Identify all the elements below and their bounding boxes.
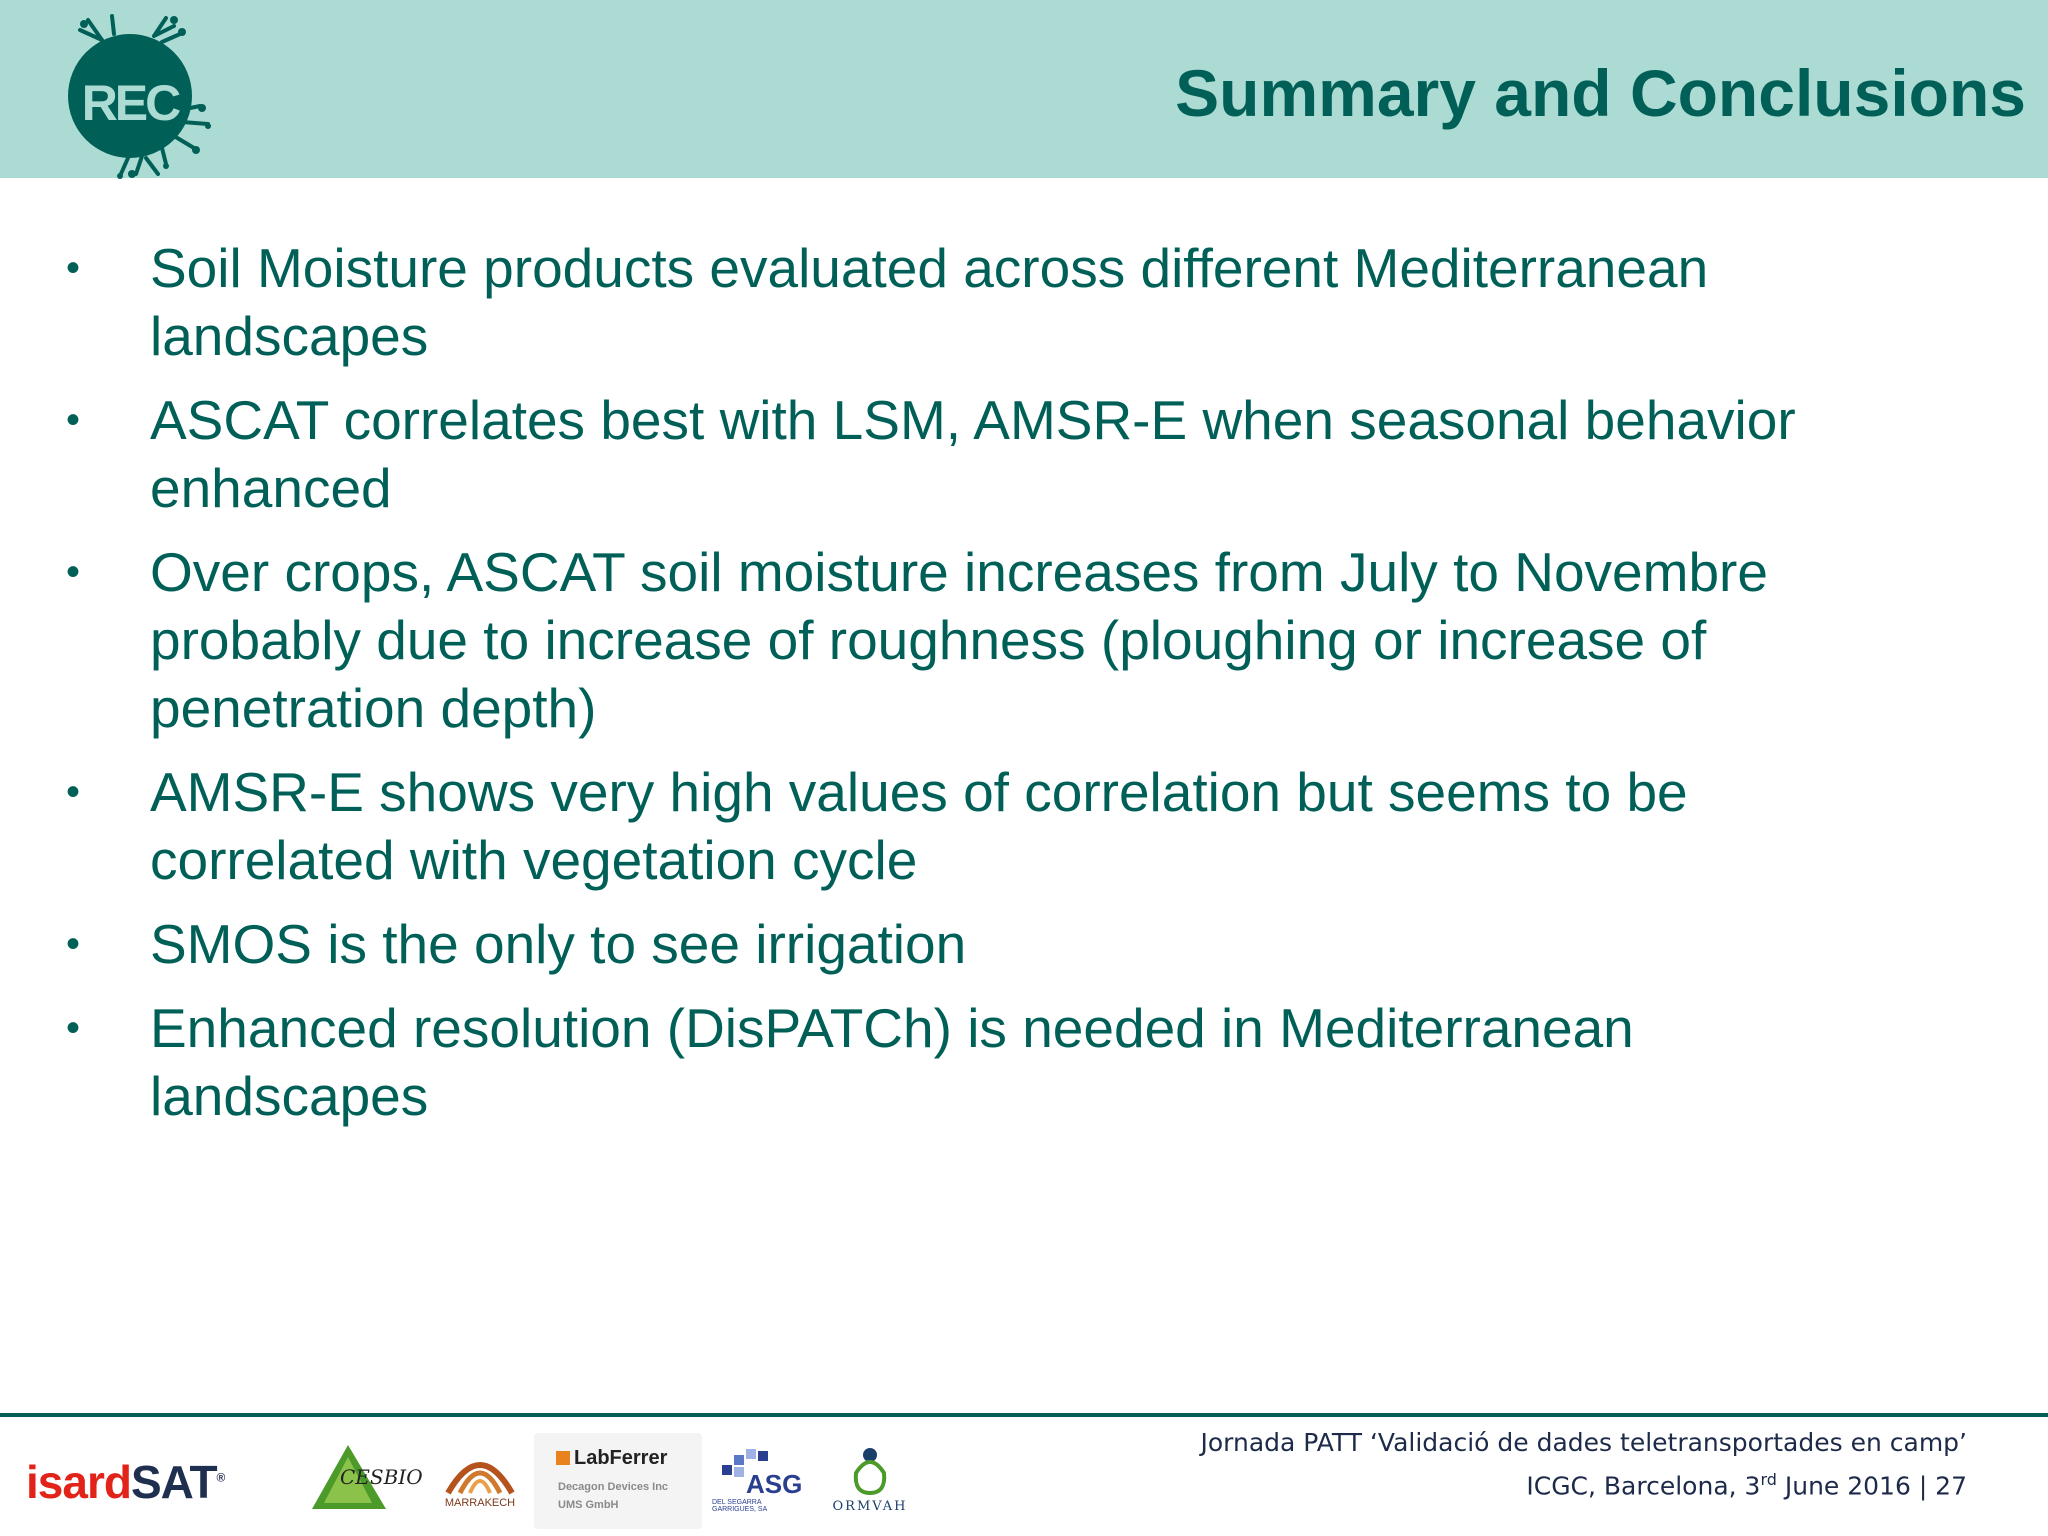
- asg-logo: [712, 1447, 804, 1519]
- bullet-dot: •: [66, 922, 81, 966]
- bullet-item: [66, 538, 1946, 742]
- marrakech-logo-text: MARRAKECH: [444, 1497, 516, 1509]
- rec-logo-text: REC: [81, 75, 179, 131]
- footer-location-prefix: ICGC, Barcelona, 3: [1526, 1471, 1761, 1501]
- bullet-line: Over crops, ASCAT soil moisture increases from July to Novembre: [150, 541, 1768, 603]
- isardsat-logo: [26, 1455, 224, 1509]
- bullet-dot: •: [66, 1006, 81, 1050]
- ormvah-logo: [830, 1443, 910, 1533]
- labferrer-square-icon: [556, 1451, 570, 1465]
- asg-logo-text: ASG: [746, 1469, 803, 1499]
- bullet-item: [66, 758, 1946, 894]
- bullet-item: [66, 910, 1946, 978]
- labferrer-line2: UMS GmbH: [558, 1499, 619, 1511]
- bullet-dot: •: [66, 770, 81, 814]
- rec-logo: [62, 14, 212, 179]
- arch-icon: [438, 1443, 522, 1497]
- bullet-item: [66, 994, 1946, 1130]
- bullet-line: SMOS is the only to see irrigation: [150, 913, 967, 975]
- cesbio-logo: [308, 1443, 423, 1513]
- bullet-item: [66, 234, 1946, 370]
- isardsat-logo-part1: isard: [26, 1456, 131, 1508]
- bullet-line: enhanced: [150, 457, 392, 519]
- bullet-line: penetration depth): [150, 677, 597, 739]
- slide-header: [0, 0, 2048, 178]
- isardsat-logo-part2: SAT: [130, 1456, 217, 1508]
- bullet-line: landscapes: [150, 1065, 429, 1127]
- ormvah-logo-text: ORMVAH: [832, 1499, 908, 1514]
- bullet-list: [66, 234, 1946, 1146]
- bullet-dot: •: [66, 246, 81, 290]
- footer-divider: [0, 1413, 2048, 1417]
- footer-date-superscript: rd: [1760, 1470, 1777, 1489]
- bullet-line: Enhanced resolution (DisPATCh) is needed in Mediterranean: [150, 997, 1634, 1059]
- footer-location-line: [1200, 1461, 1967, 1504]
- footer-event-line: Jornada PATT ‘Validació de dades teletransportades en camp’: [1200, 1428, 1967, 1457]
- partner-logos: [0, 1425, 960, 1536]
- bullet-line: ASCAT correlates best with LSM, AMSR-E when seasonal behavior: [150, 389, 1796, 451]
- slide-title: Summary and Conclusions: [1175, 56, 2026, 130]
- bullet-item: [66, 386, 1946, 522]
- bullet-line: landscapes: [150, 305, 429, 367]
- cesbio-logo-text: CESBIO: [340, 1465, 423, 1489]
- bullet-line: probably due to increase of roughness (ploughing or increase of: [150, 609, 1707, 671]
- labferrer-line1: Decagon Devices Inc: [558, 1481, 669, 1493]
- footer-date-page: June 2016 | 27: [1776, 1471, 1967, 1501]
- labferrer-title: LabFerrer: [574, 1447, 668, 1469]
- bullet-line: correlated with vegetation cycle: [150, 829, 918, 891]
- footer-text: [1200, 1424, 1967, 1504]
- bullet-line: Soil Moisture products evaluated across different Mediterranean: [150, 237, 1709, 299]
- registered-mark: ®: [216, 1470, 225, 1485]
- bullet-dot: •: [66, 398, 81, 442]
- bullet-dot: •: [66, 550, 81, 594]
- water-drop-icon: [830, 1443, 910, 1497]
- asg-logo-subtitle: DEL SEGARRA GARRIGUES, SA: [712, 1499, 768, 1513]
- labferrer-logo: [534, 1433, 702, 1529]
- marrakech-logo: [438, 1443, 522, 1527]
- bullet-line: AMSR-E shows very high values of correlation but seems to be: [150, 761, 1688, 823]
